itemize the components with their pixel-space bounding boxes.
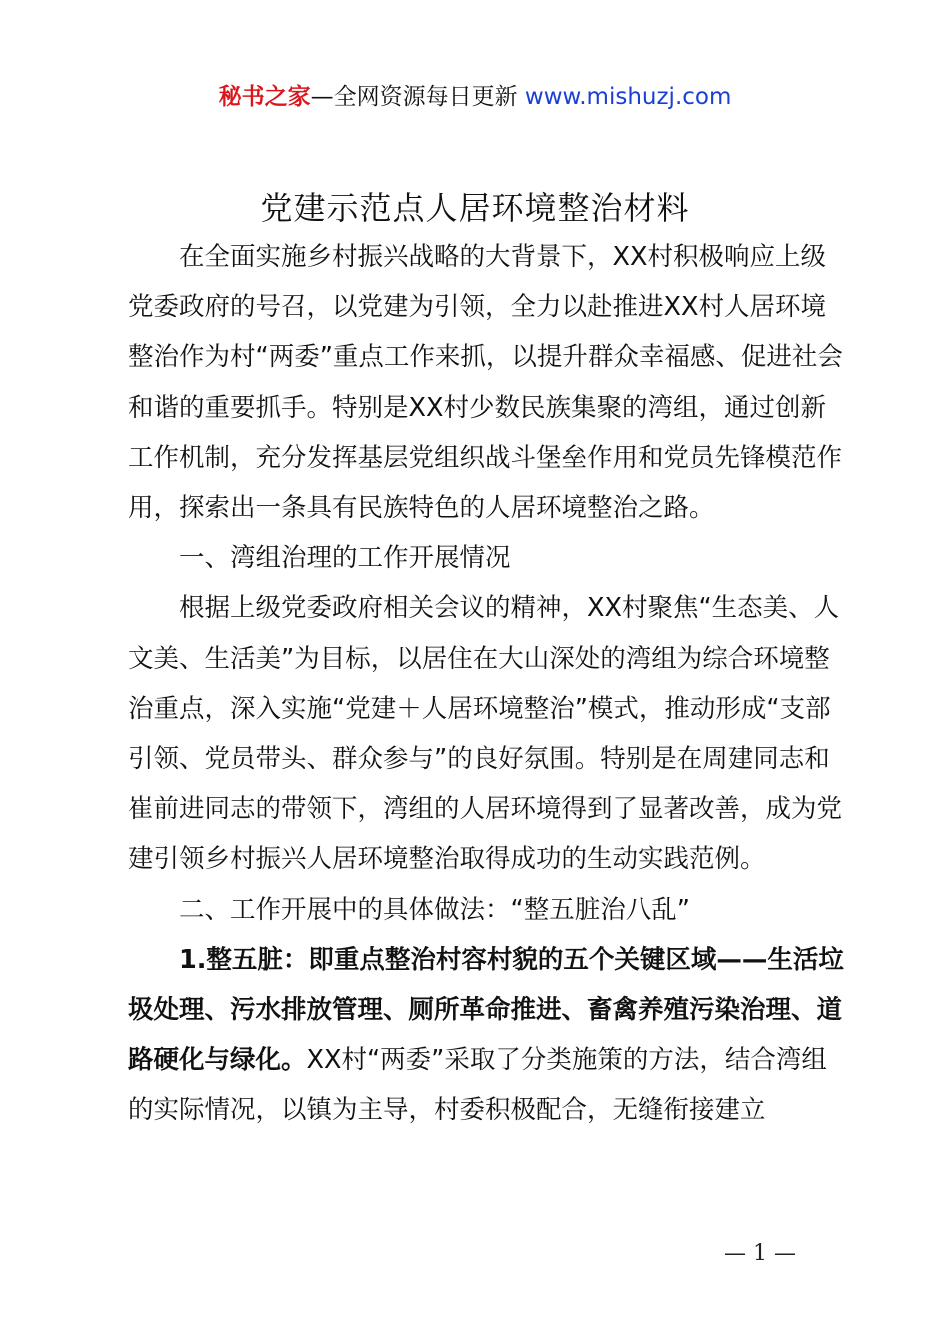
document-title: 党建示范点人居环境整治材料 [260,189,690,227]
intro-paragraph: 在全面实施乡村振兴战略的大背景下，XX村积极响应上级党委政府的号召，以党建为引领，全力以赴推进XX村人居环境整治作为村“两委”重点工作来抓，以提升群众幸福感、促进社会和谐的重要抓手。特别是XX村少数民族集聚的湾组，通过创新工作机制，充分发挥基层党组织战斗堡垒作用和党员先锋模范作用，探索出一条具有民族特色的人居环境整治之路。 [128,242,843,524]
section-heading-2: 二、工作开展中的具体做法：“整五脏治八乱” [179,894,690,925]
header-tagline: —全网资源每日更新 [310,84,518,110]
site-header [0,80,950,114]
subheading-bold: 1.整五脏：即重点整治村容村貌的五个关键区域——生活垃圾处理、污水排放管理、厕所革命推进、畜禽养殖污染治理、道路硬化与绿化。 [128,944,844,1076]
section-1-paragraph: 根据上级党委政府相关会议的精神，XX村聚焦“生态美、人文美、生活美”为目标，以居住在大山深处的湾组为综合环境整治重点，深入实施“党建＋人居环境整治”模式，推动形成“支部引领、党员带头、群众参与”的良好氛围。特别是在周建同志和崔前进同志的带领下，湾组的人居环境得到了显著改善，成为党建引领乡村振兴人居环境整治取得成功的生动实践范例。 [128,593,843,875]
brand-name: 秘书之家 [218,84,311,110]
section-2-text: XX村“两委”采取了分类施策的方法，结合湾组的实际情况，以镇为主导，村委积极配合，无缝衔接建立 [128,1045,827,1126]
page-number: — 1 — [724,1241,796,1266]
site-url[interactable]: www.mishuzj.com [524,84,732,110]
section-2-paragraph [128,935,848,1136]
section-heading-1: 一、湾组治理的工作开展情况 [179,543,511,574]
document-body [128,232,848,1136]
